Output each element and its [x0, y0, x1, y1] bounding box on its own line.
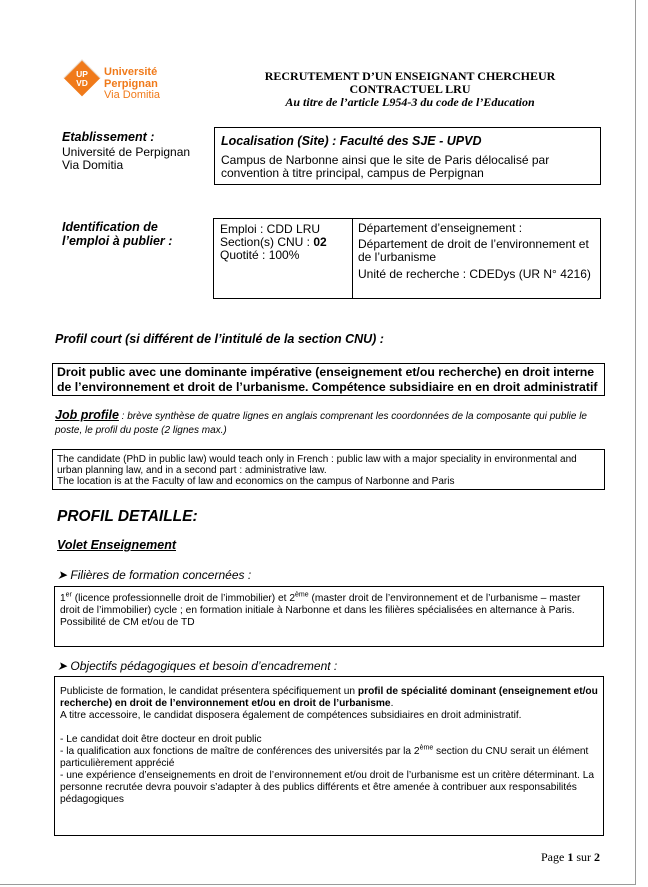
emploi-cell: [220, 223, 348, 262]
logo-line2: Perpignan: [104, 77, 158, 90]
filieres-box: 1er (licence professionnelle droit de l’immobilier) et 2ème (master droit de l’environnement et de l’urbanisme – master droit de l’immobilier) cycle ; en formation initiale à Narbonne et dans les filières spécialisées en alternance à Paris. Possibilité de CM et/ou de TD: [54, 586, 604, 647]
title-line1: RECRUTEMENT D’UN ENSEIGNANT CHERCHEUR: [264, 69, 556, 83]
title-line2: CONTRACTUEL LRU: [349, 82, 471, 96]
profil-court-text: Droit public avec une dominante impérative (enseignement et/ou recherche) en droit interne de l’environnement et droit de l’urbanisme. Compétence subsidiaire en en droit administratif: [57, 365, 598, 394]
arrow-icon: ➤: [57, 568, 68, 582]
identification-label-line2: l’emploi à publier :: [62, 234, 173, 248]
etablissement-line1: Université de Perpignan: [62, 145, 191, 159]
job-profile-box: [52, 449, 605, 490]
logo-badge-bottom: VD: [76, 78, 88, 88]
unite-recherche: Unité de recherche : CDEDys (UR N° 4216): [358, 267, 591, 281]
job-profile-text1: The candidate (PhD in public law) would teach only in French : public law with a major speciality in environmental and urban planning law, and in a second part : administrative law.: [57, 454, 577, 476]
objectifs-l3: - une expérience d’enseignements en droit de l’environnement et/ou droit de l’urbanisme est un critère déterminant. La personne recrutée devra pouvoir s’adapter à des publics différents et être amenée à contribuer aux responsabilités pédagogiques: [60, 770, 595, 805]
objectifs-l1: - Le candidat doit être docteur en droit public: [60, 734, 262, 745]
identification-label: [62, 220, 172, 248]
university-logo: [62, 58, 172, 102]
objectifs-p1: Publiciste de formation, le candidat présentera spécifiquement un profil de spécialité dominant (enseignement et/ou recherche) en droit de l’environnement et/ou en droit de l’urbanisme.: [60, 686, 598, 709]
departement-value: Département de droit de l’environnement et de l’urbanisme: [358, 237, 589, 264]
localisation-heading: Localisation (Site) : Faculté des SJE - UPVD: [221, 134, 482, 148]
filieres-t2: (licence professionnelle droit de l’immobilier) et 2: [71, 593, 295, 604]
job-profile-label: Job profile: [55, 408, 119, 422]
logo-line3: Via Domitia: [104, 89, 161, 101]
arrow-icon: ➤: [57, 659, 68, 673]
localisation-box: [214, 127, 601, 185]
objectifs-heading: ➤ Objectifs pédagogiques et besoin d’encadrement :: [57, 659, 338, 673]
objectifs-box: [54, 676, 604, 836]
logo-text: [104, 67, 160, 102]
section-cnu: Section(s) CNU : 02: [220, 235, 327, 249]
profil-court-heading: Profil court (si différent de l’intitulé de la section CNU) :: [55, 332, 384, 346]
logo-line1: Université: [104, 66, 158, 78]
profil-court-box: [52, 363, 605, 396]
table-divider: [352, 219, 353, 298]
filieres-heading: ➤ Filières de formation concernées :: [57, 568, 252, 582]
etablissement-line2: Via Domitia: [62, 158, 124, 172]
page-number: Page 1 sur 2: [541, 850, 600, 864]
emploi: Emploi : CDD LRU: [220, 222, 321, 236]
objectifs-p2: A titre accessoire, le candidat disposera également de compétences subsidiaires en droit administratif.: [60, 710, 522, 721]
departement-cell: [358, 222, 596, 281]
upvd-logo-icon: [62, 58, 102, 98]
objectifs-l2: - la qualification aux fonctions de maître de conférences des universités par la 2ème section du CNU serait un élément particulièrement apprécié: [60, 744, 589, 769]
etablissement-value: [62, 146, 190, 172]
quotite: Quotité : 100%: [220, 248, 300, 262]
filieres-t1: 1: [60, 593, 66, 604]
job-profile-header: [55, 408, 605, 436]
etablissement-label: Etablissement :: [62, 130, 155, 144]
logo-badge-top: UP: [76, 69, 88, 79]
identification-table: [213, 218, 601, 299]
filieres-t3: (master droit de l’environnement et de l’urbanisme – master droit de l’immobilier) cycle ; en formation initiale à Narbonne et dans les filières spécialisées en alternance à Paris. Possibilité de CM et/ou de TD: [60, 593, 581, 628]
profil-detaille-heading: PROFIL DETAILLE:: [57, 508, 198, 525]
job-profile-text2: The location is at the Faculty of law and economics on the campus of Narbonne and Paris: [57, 476, 455, 487]
departement-label: Département d’enseignement :: [358, 221, 523, 235]
title-line3: Au titre de l’article L954-3 du code de l’Education: [285, 95, 535, 109]
document-title: [200, 70, 620, 109]
job-profile-desc: : brève synthèse de quatre lignes en anglais comprenant les coordonnées de la composante qui publie le poste, le profil du poste (2 lignes max.): [55, 411, 587, 436]
volet-enseignement-heading: Volet Enseignement: [57, 538, 177, 552]
identification-label-line1: Identification de: [62, 220, 158, 234]
localisation-detail: Campus de Narbonne ainsi que le site de Paris délocalisé par convention à titre principal, campus de Perpignan: [221, 153, 550, 180]
